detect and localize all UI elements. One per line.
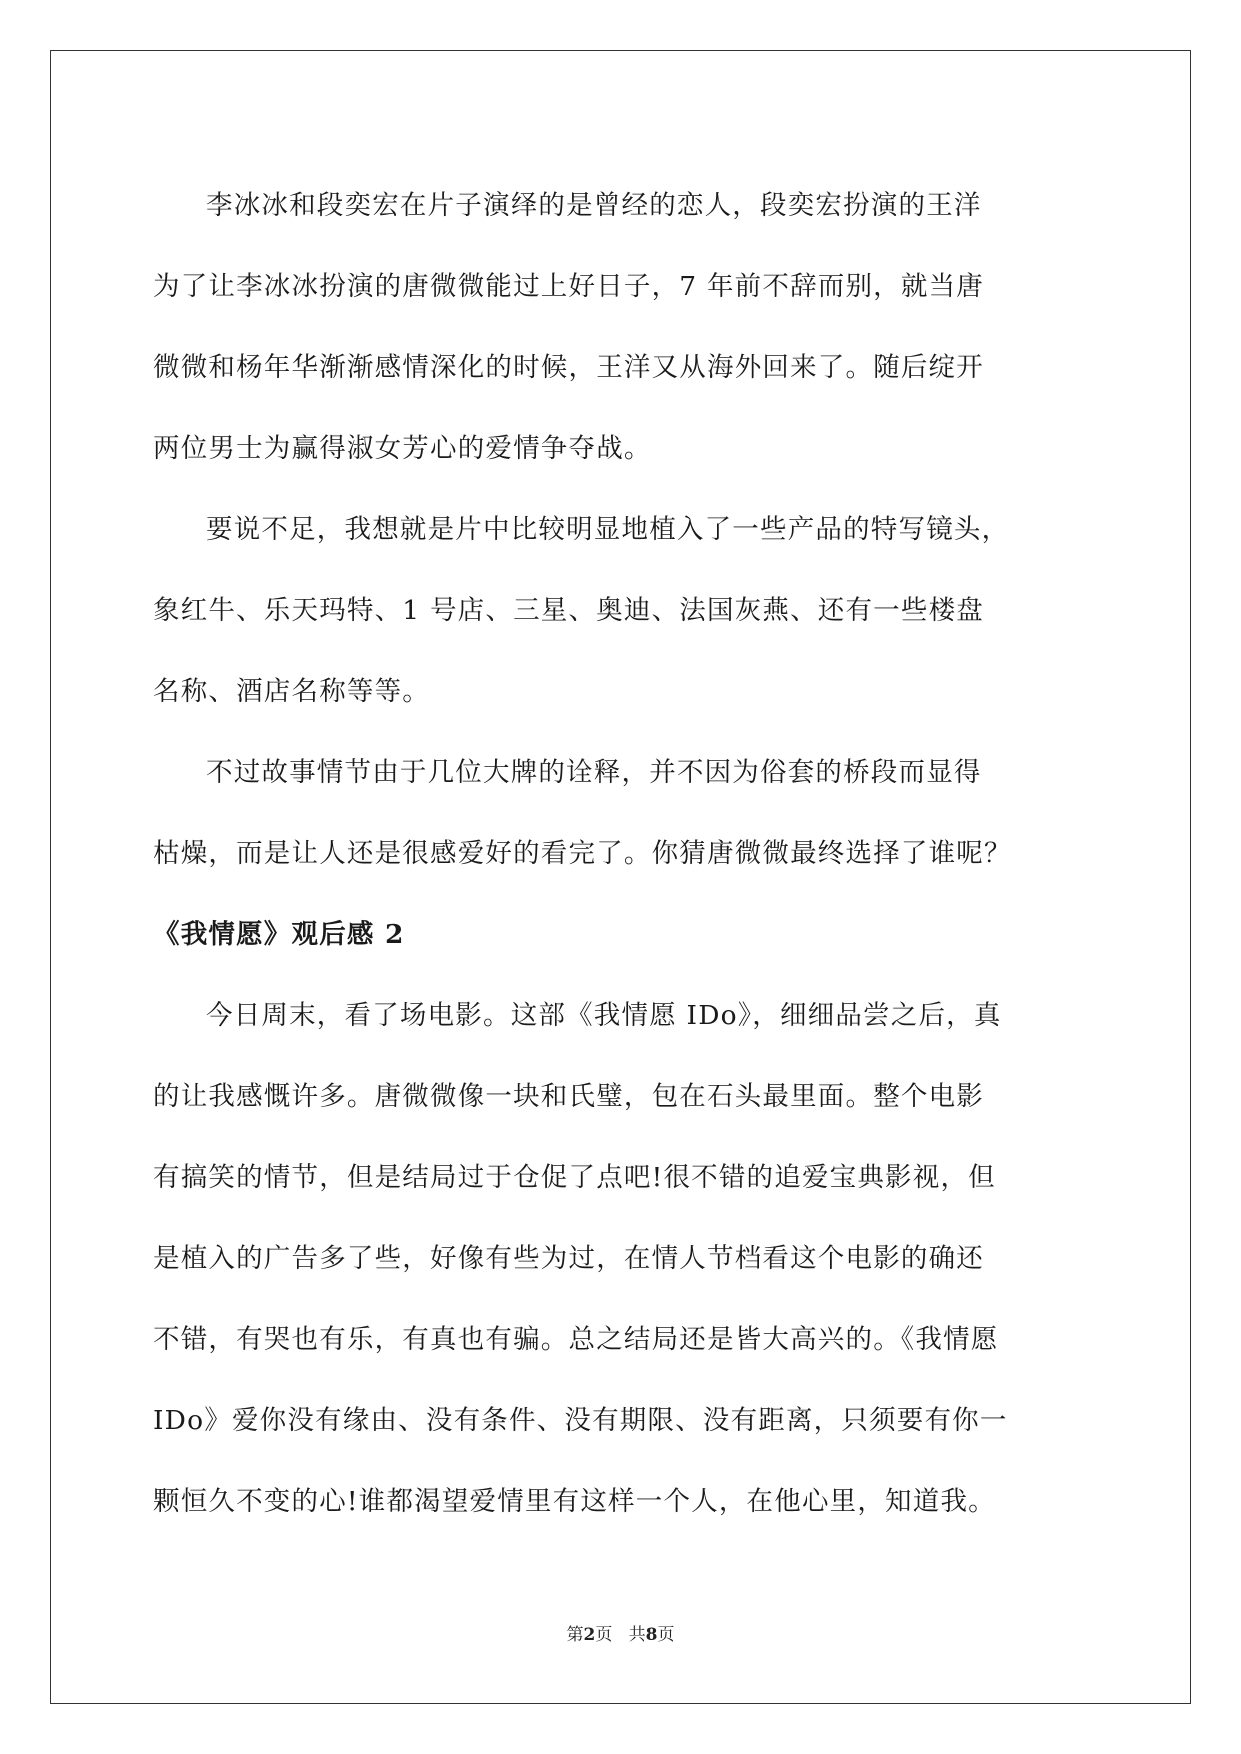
text-line: 的让我感慨许多。唐微微像一块和氏璧，包在石头最里面。整个电影: [153, 1081, 984, 1112]
document-body: [153, 165, 1093, 1542]
paragraph-1: [153, 165, 1093, 489]
text-line: 是植入的广告多了些，好像有些为过，在情人节档看这个电影的确还: [153, 1243, 984, 1274]
text-line: 不过故事情节由于几位大牌的诠释，并不因为俗套的桥段而显得: [206, 757, 982, 788]
page-suffix: 页: [595, 1625, 613, 1645]
text-line: 今日周末，看了场电影。这部《我情愿 IDo》，细细品尝之后，真: [206, 1000, 1002, 1031]
paragraph-4: [153, 975, 1093, 1542]
total-suffix: 页: [657, 1625, 675, 1645]
text-line: 颗恒久不变的心!谁都渴望爱情里有这样一个人，在他心里，知道我。: [153, 1486, 996, 1517]
text-line: 名称、酒店名称等等。: [153, 676, 430, 707]
paragraph-2: [153, 489, 1093, 732]
text-line: 枯燥，而是让人还是很感爱好的看完了。你猜唐微微最终选择了谁呢？: [153, 838, 1012, 869]
section-heading: 《我情愿》观后感 2: [153, 919, 405, 950]
page-prefix: 第: [566, 1625, 584, 1645]
text-line: 李冰冰和段奕宏在片子演绎的是曾经的恋人，段奕宏扮演的王洋: [206, 190, 982, 221]
page-total: 8: [645, 1625, 658, 1645]
text-line: 两位男士为赢得淑女芳心的爱情争夺战。: [153, 433, 652, 464]
text-line: 微微和杨年华渐渐感情深化的时候，王洋又从海外回来了。随后绽开: [153, 352, 984, 383]
text-line: 为了让李冰冰扮演的唐微微能过上好日子，7 年前不辞而别，就当唐: [153, 271, 984, 302]
text-line: 不错，有哭也有乐，有真也有骗。总之结局还是皆大高兴的。《我情愿: [153, 1324, 999, 1355]
paragraph-3: [153, 732, 1093, 894]
page-current: 2: [583, 1625, 596, 1645]
total-prefix: 共: [628, 1625, 646, 1645]
text-line: IDo》爱你没有缘由、没有条件、没有期限、没有距离，只须要有你一: [153, 1405, 1008, 1436]
page-footer: [0, 1623, 1241, 1647]
text-line: 象红牛、乐天玛特、1 号店、三星、奥迪、法国灰燕、还有一些楼盘: [153, 595, 984, 626]
text-line: 要说不足，我想就是片中比较明显地植入了一些产品的特写镜头，: [206, 514, 1010, 545]
text-line: 有搞笑的情节，但是结局过于仓促了点吧!很不错的追爱宝典影视，但: [153, 1162, 996, 1193]
